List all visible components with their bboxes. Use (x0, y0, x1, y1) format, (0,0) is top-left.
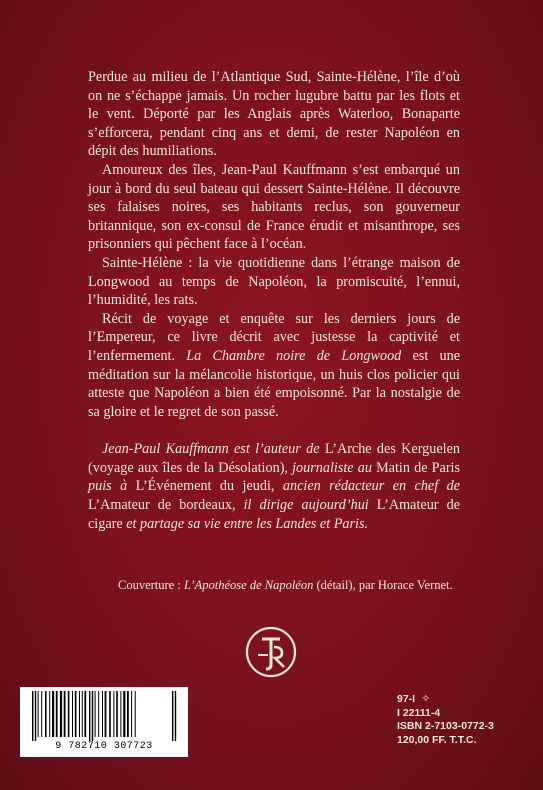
credit-prefix: Couverture : (118, 578, 184, 592)
barcode-bar (102, 691, 103, 737)
cover-credit (118, 577, 458, 593)
credit-suffix: (détail), par Horace Vernet. (313, 578, 453, 592)
barcode-bar (60, 691, 62, 737)
barcode-bar (32, 691, 33, 741)
blurb-paragraph-2: Amoureux des îles, Jean-Paul Kauffmann s’est embarqué un jour à bord du seul bateau qui dessert Sainte-Hélène. Il découvre ses falaises noires, ses habitants reclus, son gouverneur britannique, son ex-consul de France érudit et misanthrope, ses prisonniers qui pêchent face à l’océan. (88, 161, 460, 253)
price: 120,00 FF. T.T.C. (397, 733, 477, 746)
barcode-bar (41, 691, 42, 737)
barcode-bar (64, 691, 66, 737)
barcode-bar (98, 691, 99, 737)
book-title-italic: La Chambre noire de Longwood (186, 347, 402, 364)
barcode-bar (38, 691, 39, 737)
catalog-code (397, 693, 537, 707)
bio-roman-4: L’Amateur de bordeaux, (88, 497, 244, 514)
bio-roman-1: L’Arche des Kerguelen (voyage aux îles de la Désolation), (88, 441, 460, 476)
author-bio (88, 440, 460, 533)
barcode-bar (105, 691, 107, 737)
barcode (20, 687, 188, 757)
bio-italic-1: Jean-Paul Kauffmann est l’auteur de (102, 441, 320, 458)
barcode-bar (45, 691, 47, 737)
bio-italic-5: il dirige aujourd’hui (243, 497, 369, 514)
barcode-bar (135, 691, 136, 737)
publisher-monogram-icon (244, 625, 298, 679)
barcode-bar (68, 691, 70, 737)
bio-italic-4: ancien rédacteur en chef de (282, 478, 460, 495)
bio-italic-2: journaliste au (292, 459, 372, 476)
blurb-p4-text-1: Récit de voyage et enquête sur les derniers jours de l’Empereur, ce livre décrit avec justesse la captivité et l’enfermement. (88, 310, 460, 364)
barcode-bar (120, 691, 121, 737)
isbn: ISBN 2-7103-0772-3 (397, 720, 494, 732)
bio-roman-2: Matin de Paris (371, 459, 461, 476)
bio-italic-6: et partage sa vie entre les Landes et Paris. (126, 515, 369, 532)
barcode-bar (79, 691, 80, 737)
barcode-bar (72, 691, 73, 737)
bio-roman-5: L’Amateur de cigare (88, 497, 460, 532)
isbn-price-block (397, 693, 537, 747)
blurb-text (88, 68, 460, 533)
barcode-bar (127, 691, 129, 737)
blurb-paragraph-3: Sainte-Hélène : la vie quotidienne dans l’étrange maison de Longwood au temps de Napoléon, la promiscuité, l’ennui, l’humidité, les rats. (88, 254, 460, 309)
barcode-bars (26, 691, 182, 741)
barcode-bar (49, 691, 50, 737)
flame-icon: ✧ (421, 693, 431, 705)
barcode-bar (131, 691, 132, 737)
barcode-bar (116, 691, 118, 737)
blurb-paragraph-4 (88, 310, 460, 422)
catalog-code-text: 97-I (397, 693, 416, 705)
barcode-bar (75, 691, 77, 737)
reference-number: I 22111-4 (397, 706, 441, 719)
barcode-bar (175, 691, 176, 741)
blurb-p4-text-2: est une méditation sur la mélancolie historique, un huis clos policier qui atteste que Napoléon a bien été empoisonné. Par la nostalgie de sa gloire et le regret de son passé. (88, 347, 460, 420)
barcode-bar (89, 691, 90, 741)
barcode-bar (82, 691, 83, 737)
barcode-bar (109, 691, 111, 737)
barcode-bar (95, 691, 96, 737)
barcode-number: 9 782710 307723 (55, 741, 153, 752)
barcode-bar (113, 691, 114, 737)
barcode-bar (172, 691, 173, 741)
bio-roman-3: L’Événement du jeudi, (127, 478, 283, 495)
credit-painting-title: L’Apothéose de Napoléon (183, 578, 314, 592)
barcode-bar (92, 691, 93, 741)
blurb-paragraph-1: Perdue au milieu de l’Atlantique Sud, Sainte-Hélène, l’île d’où on ne s’échappe jamais. Un rocher lugubre battu par les flots et le vent. Déporté par les Anglais après Waterloo, Bonaparte s’efforcera, pendant cinq ans et demi, de rester Napoléon en dépit des humiliations. (88, 69, 460, 160)
barcode-bar (123, 691, 125, 737)
bio-italic-3: puis à (88, 478, 128, 495)
barcode-bar (52, 691, 54, 737)
barcode-bar (84, 691, 86, 737)
barcode-bar (56, 691, 58, 737)
barcode-bar (35, 691, 36, 741)
